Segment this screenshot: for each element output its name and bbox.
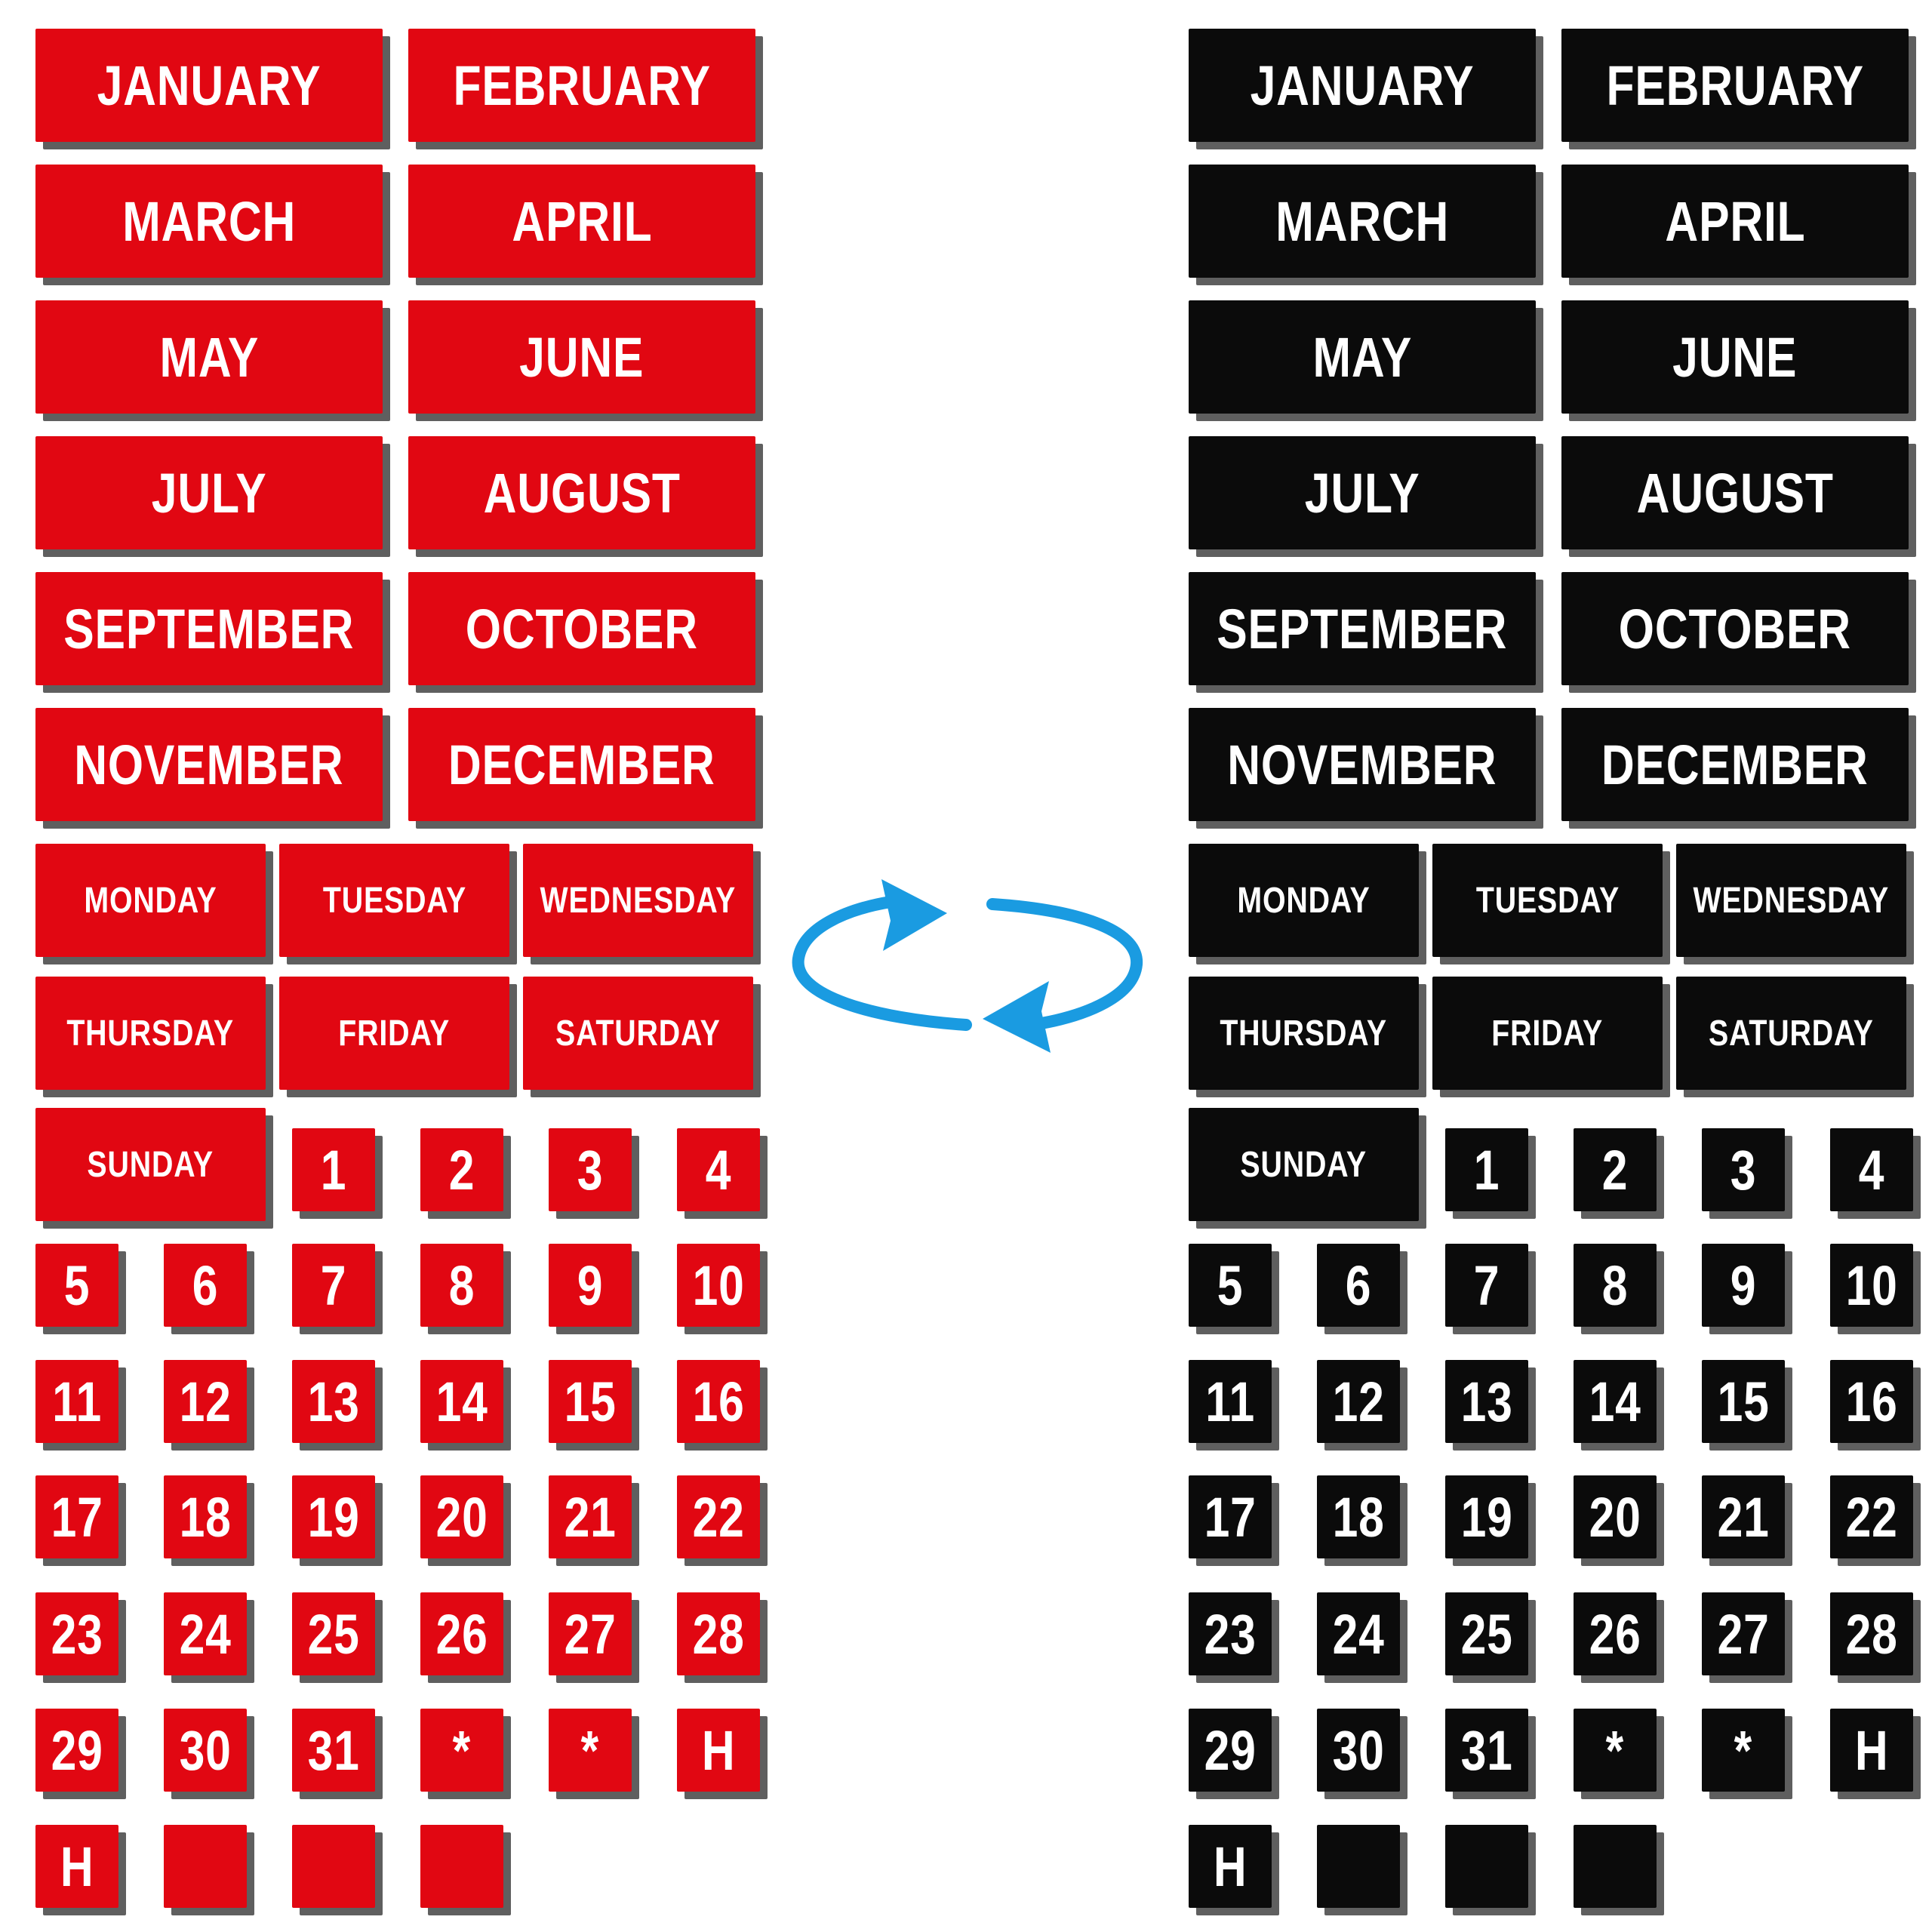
date-magnet-15 — [1702, 1360, 1785, 1443]
month-magnet-july-label: JULY — [1304, 461, 1420, 525]
date-magnet-16 — [677, 1360, 760, 1443]
date-magnet-28-label: 28 — [692, 1602, 745, 1666]
date-magnet-17-label: 17 — [1204, 1485, 1257, 1549]
date-magnet-23 — [1189, 1592, 1272, 1675]
month-magnet-june-label: JUNE — [1672, 325, 1798, 389]
holiday-magnet — [677, 1709, 760, 1792]
month-magnet-november — [35, 708, 383, 821]
date-magnet-27 — [549, 1592, 632, 1675]
weekday-magnet-friday-label: FRIDAY — [338, 1013, 451, 1054]
asterisk-magnet-label: * — [452, 1718, 472, 1782]
date-magnet-11 — [1189, 1360, 1272, 1443]
month-magnet-april-label: APRIL — [1664, 189, 1806, 253]
asterisk-magnet-label: * — [1605, 1718, 1625, 1782]
holiday-magnet-label: H — [1854, 1718, 1889, 1782]
date-magnet-26-label: 26 — [435, 1602, 488, 1666]
date-magnet-12-label: 12 — [179, 1370, 232, 1433]
date-magnet-21 — [549, 1475, 632, 1558]
date-magnet-21-label: 21 — [564, 1485, 617, 1549]
date-magnet-7 — [292, 1244, 375, 1327]
black-magnet-set — [1153, 0, 1930, 1932]
month-magnet-may — [1189, 300, 1536, 414]
asterisk-magnet — [549, 1709, 632, 1792]
month-magnet-august-label: AUGUST — [1636, 461, 1834, 525]
date-magnet-10 — [1830, 1244, 1913, 1327]
date-magnet-19 — [292, 1475, 375, 1558]
date-magnet-11-label: 11 — [52, 1370, 102, 1433]
asterisk-magnet — [1574, 1709, 1657, 1792]
weekday-magnet-tuesday — [279, 844, 509, 957]
date-magnet-10-label: 10 — [692, 1254, 745, 1317]
date-magnet-13 — [292, 1360, 375, 1443]
weekday-magnet-monday — [35, 844, 266, 957]
asterisk-magnet — [420, 1709, 503, 1792]
date-magnet-31-label: 31 — [307, 1718, 360, 1782]
date-magnet-6 — [1317, 1244, 1400, 1327]
month-magnet-february — [408, 29, 755, 142]
weekday-magnet-monday — [1189, 844, 1419, 957]
holiday-magnet-label: H — [60, 1835, 94, 1898]
weekday-magnet-sunday — [1189, 1108, 1419, 1221]
weekday-magnet-sunday — [35, 1108, 266, 1221]
month-magnet-june-label: JUNE — [519, 325, 645, 389]
weekday-magnet-thursday — [1189, 977, 1419, 1090]
date-magnet-8 — [420, 1244, 503, 1327]
date-magnet-4 — [1830, 1128, 1913, 1211]
date-magnet-25 — [292, 1592, 375, 1675]
month-magnet-may-label: MAY — [1312, 325, 1412, 389]
date-magnet-6-label: 6 — [1345, 1254, 1372, 1317]
weekday-magnet-friday-label: FRIDAY — [1491, 1013, 1604, 1054]
date-magnet-7 — [1445, 1244, 1528, 1327]
date-magnet-4-label: 4 — [1858, 1138, 1885, 1201]
month-magnet-march-label: MARCH — [122, 189, 296, 253]
month-magnet-november — [1189, 708, 1536, 821]
date-magnet-10-label: 10 — [1845, 1254, 1898, 1317]
month-magnet-february-label: FEBRUARY — [453, 54, 711, 117]
date-magnet-11 — [35, 1360, 118, 1443]
month-magnet-september — [1189, 572, 1536, 685]
asterisk-magnet — [1702, 1709, 1785, 1792]
date-magnet-19-label: 19 — [307, 1485, 360, 1549]
date-magnet-28-label: 28 — [1845, 1602, 1898, 1666]
date-magnet-14-label: 14 — [435, 1370, 488, 1433]
swap-arrows-icon — [785, 868, 1147, 1064]
month-magnet-november-label: NOVEMBER — [1227, 733, 1497, 796]
date-magnet-20-label: 20 — [1589, 1485, 1641, 1549]
date-magnet-17 — [35, 1475, 118, 1558]
date-magnet-5 — [35, 1244, 118, 1327]
date-magnet-18 — [1317, 1475, 1400, 1558]
month-magnet-april-label: APRIL — [511, 189, 653, 253]
date-magnet-22 — [677, 1475, 760, 1558]
date-magnet-1-label: 1 — [1473, 1138, 1500, 1201]
month-magnet-october-label: OCTOBER — [1618, 597, 1852, 660]
blank-magnet — [292, 1825, 375, 1908]
weekday-magnet-thursday — [35, 977, 266, 1090]
month-magnet-october-label: OCTOBER — [465, 597, 699, 660]
date-magnet-27-label: 27 — [1717, 1602, 1770, 1666]
month-magnet-september-label: SEPTEMBER — [1217, 597, 1508, 660]
date-magnet-25 — [1445, 1592, 1528, 1675]
weekday-magnet-thursday-label: THURSDAY — [66, 1013, 235, 1054]
month-magnet-october — [408, 572, 755, 685]
blank-magnet — [1574, 1825, 1657, 1908]
holiday-magnet-label: H — [701, 1718, 736, 1782]
date-magnet-9 — [1702, 1244, 1785, 1327]
date-magnet-20 — [1574, 1475, 1657, 1558]
month-magnet-july-label: JULY — [151, 461, 267, 525]
month-magnet-june — [1561, 300, 1909, 414]
month-magnet-march — [1189, 165, 1536, 278]
date-magnet-23 — [35, 1592, 118, 1675]
date-magnet-21 — [1702, 1475, 1785, 1558]
date-magnet-15 — [549, 1360, 632, 1443]
asterisk-magnet-label: * — [1734, 1718, 1753, 1782]
date-magnet-28 — [1830, 1592, 1913, 1675]
date-magnet-18-label: 18 — [179, 1485, 232, 1549]
date-magnet-7-label: 7 — [320, 1254, 347, 1317]
weekday-magnet-tuesday-label: TUESDAY — [1475, 880, 1620, 921]
date-magnet-16-label: 16 — [692, 1370, 745, 1433]
month-magnet-april — [408, 165, 755, 278]
date-magnet-3-label: 3 — [577, 1138, 604, 1201]
date-magnet-1-label: 1 — [320, 1138, 347, 1201]
month-magnet-february — [1561, 29, 1909, 142]
date-magnet-19 — [1445, 1475, 1528, 1558]
date-magnet-6 — [164, 1244, 247, 1327]
date-magnet-30 — [164, 1709, 247, 1792]
date-magnet-12 — [1317, 1360, 1400, 1443]
date-magnet-30-label: 30 — [179, 1718, 232, 1782]
date-magnet-23-label: 23 — [1204, 1602, 1257, 1666]
month-magnet-january-label: JANUARY — [1250, 54, 1475, 117]
date-magnet-29 — [35, 1709, 118, 1792]
date-magnet-25-label: 25 — [307, 1602, 360, 1666]
month-magnet-december — [408, 708, 755, 821]
weekday-magnet-wednesday — [1676, 844, 1906, 957]
date-magnet-2 — [420, 1128, 503, 1211]
weekday-magnet-tuesday — [1432, 844, 1663, 957]
weekday-magnet-friday — [279, 977, 509, 1090]
date-magnet-1 — [292, 1128, 375, 1211]
weekday-magnet-saturday — [1676, 977, 1906, 1090]
weekday-magnet-wednesday-label: WEDNESDAY — [540, 880, 737, 921]
weekday-magnet-wednesday-label: WEDNESDAY — [1693, 880, 1890, 921]
date-magnet-26 — [1574, 1592, 1657, 1675]
month-magnet-december — [1561, 708, 1909, 821]
date-magnet-13 — [1445, 1360, 1528, 1443]
date-magnet-24 — [164, 1592, 247, 1675]
month-magnet-april — [1561, 165, 1909, 278]
blank-magnet — [164, 1825, 247, 1908]
date-magnet-2-label: 2 — [1601, 1138, 1629, 1201]
date-magnet-26 — [420, 1592, 503, 1675]
date-magnet-13-label: 13 — [307, 1370, 360, 1433]
date-magnet-8 — [1574, 1244, 1657, 1327]
holiday-magnet — [35, 1825, 118, 1908]
weekday-magnet-monday-label: MONDAY — [1237, 880, 1371, 921]
month-magnet-december-label: DECEMBER — [1601, 733, 1869, 796]
date-magnet-31 — [292, 1709, 375, 1792]
date-magnet-21-label: 21 — [1717, 1485, 1770, 1549]
date-magnet-4-label: 4 — [705, 1138, 732, 1201]
swap-arrow-top — [798, 902, 966, 1025]
weekday-magnet-sunday-label: SUNDAY — [87, 1144, 214, 1185]
month-magnet-august — [1561, 436, 1909, 549]
date-magnet-22-label: 22 — [1845, 1485, 1898, 1549]
month-magnet-august — [408, 436, 755, 549]
date-magnet-14 — [420, 1360, 503, 1443]
date-magnet-25-label: 25 — [1460, 1602, 1513, 1666]
date-magnet-24-label: 24 — [179, 1602, 232, 1666]
date-magnet-2-label: 2 — [448, 1138, 475, 1201]
date-magnet-16-label: 16 — [1845, 1370, 1898, 1433]
month-magnet-february-label: FEBRUARY — [1606, 54, 1864, 117]
month-magnet-may — [35, 300, 383, 414]
weekday-magnet-wednesday — [523, 844, 753, 957]
date-magnet-27-label: 27 — [564, 1602, 617, 1666]
swap-arrowhead-top — [881, 879, 947, 951]
month-magnet-december-label: DECEMBER — [448, 733, 715, 796]
date-magnet-8-label: 8 — [1601, 1254, 1629, 1317]
month-magnet-august-label: AUGUST — [483, 461, 681, 525]
month-magnet-september — [35, 572, 383, 685]
month-magnet-july — [35, 436, 383, 549]
weekday-magnet-sunday-label: SUNDAY — [1240, 1144, 1367, 1185]
weekday-magnet-monday-label: MONDAY — [84, 880, 217, 921]
date-magnet-28 — [677, 1592, 760, 1675]
date-magnet-17 — [1189, 1475, 1272, 1558]
date-magnet-5 — [1189, 1244, 1272, 1327]
date-magnet-14-label: 14 — [1589, 1370, 1641, 1433]
date-magnet-13-label: 13 — [1460, 1370, 1513, 1433]
date-magnet-15-label: 15 — [564, 1370, 617, 1433]
date-magnet-19-label: 19 — [1460, 1485, 1513, 1549]
red-magnet-set — [0, 0, 777, 1932]
date-magnet-29-label: 29 — [1204, 1718, 1257, 1782]
blank-magnet — [1445, 1825, 1528, 1908]
holiday-magnet-label: H — [1213, 1835, 1247, 1898]
date-magnet-31-label: 31 — [1460, 1718, 1513, 1782]
date-magnet-12-label: 12 — [1332, 1370, 1385, 1433]
month-magnet-october — [1561, 572, 1909, 685]
date-magnet-30-label: 30 — [1332, 1718, 1385, 1782]
date-magnet-27 — [1702, 1592, 1785, 1675]
date-magnet-26-label: 26 — [1589, 1602, 1641, 1666]
date-magnet-22-label: 22 — [692, 1485, 745, 1549]
month-magnet-january — [1189, 29, 1536, 142]
month-magnet-march-label: MARCH — [1275, 189, 1449, 253]
weekday-magnet-thursday-label: THURSDAY — [1220, 1013, 1388, 1054]
date-magnet-24-label: 24 — [1332, 1602, 1385, 1666]
date-magnet-9-label: 9 — [577, 1254, 604, 1317]
holiday-magnet — [1189, 1825, 1272, 1908]
weekday-magnet-saturday-label: SATURDAY — [555, 1013, 721, 1054]
date-magnet-29-label: 29 — [51, 1718, 103, 1782]
date-magnet-4 — [677, 1128, 760, 1211]
date-magnet-18 — [164, 1475, 247, 1558]
date-magnet-22 — [1830, 1475, 1913, 1558]
blank-magnet — [1317, 1825, 1400, 1908]
date-magnet-9 — [549, 1244, 632, 1327]
date-magnet-31 — [1445, 1709, 1528, 1792]
date-magnet-24 — [1317, 1592, 1400, 1675]
date-magnet-15-label: 15 — [1717, 1370, 1770, 1433]
date-magnet-9-label: 9 — [1730, 1254, 1757, 1317]
date-magnet-11-label: 11 — [1205, 1370, 1255, 1433]
date-magnet-23-label: 23 — [51, 1602, 103, 1666]
date-magnet-3 — [1702, 1128, 1785, 1211]
date-magnet-3-label: 3 — [1730, 1138, 1757, 1201]
blank-magnet — [420, 1825, 503, 1908]
date-magnet-2 — [1574, 1128, 1657, 1211]
date-magnet-7-label: 7 — [1473, 1254, 1500, 1317]
swap-arrowhead-bottom — [983, 981, 1051, 1053]
date-magnet-17-label: 17 — [51, 1485, 103, 1549]
date-magnet-1 — [1445, 1128, 1528, 1211]
date-magnet-29 — [1189, 1709, 1272, 1792]
month-magnet-july — [1189, 436, 1536, 549]
date-magnet-20-label: 20 — [435, 1485, 488, 1549]
weekday-magnet-saturday — [523, 977, 753, 1090]
month-magnet-november-label: NOVEMBER — [74, 733, 344, 796]
date-magnet-5-label: 5 — [1217, 1254, 1244, 1317]
month-magnet-may-label: MAY — [159, 325, 259, 389]
asterisk-magnet-label: * — [580, 1718, 600, 1782]
date-magnet-30 — [1317, 1709, 1400, 1792]
month-magnet-september-label: SEPTEMBER — [63, 597, 355, 660]
month-magnet-june — [408, 300, 755, 414]
weekday-magnet-saturday-label: SATURDAY — [1709, 1013, 1874, 1054]
holiday-magnet — [1830, 1709, 1913, 1792]
weekday-magnet-friday — [1432, 977, 1663, 1090]
date-magnet-5-label: 5 — [63, 1254, 91, 1317]
month-magnet-march — [35, 165, 383, 278]
date-magnet-8-label: 8 — [448, 1254, 475, 1317]
month-magnet-january — [35, 29, 383, 142]
date-magnet-6-label: 6 — [192, 1254, 219, 1317]
date-magnet-3 — [549, 1128, 632, 1211]
date-magnet-18-label: 18 — [1332, 1485, 1385, 1549]
date-magnet-20 — [420, 1475, 503, 1558]
date-magnet-14 — [1574, 1360, 1657, 1443]
month-magnet-january-label: JANUARY — [97, 54, 321, 117]
date-magnet-12 — [164, 1360, 247, 1443]
date-magnet-10 — [677, 1244, 760, 1327]
weekday-magnet-tuesday-label: TUESDAY — [322, 880, 466, 921]
date-magnet-16 — [1830, 1360, 1913, 1443]
